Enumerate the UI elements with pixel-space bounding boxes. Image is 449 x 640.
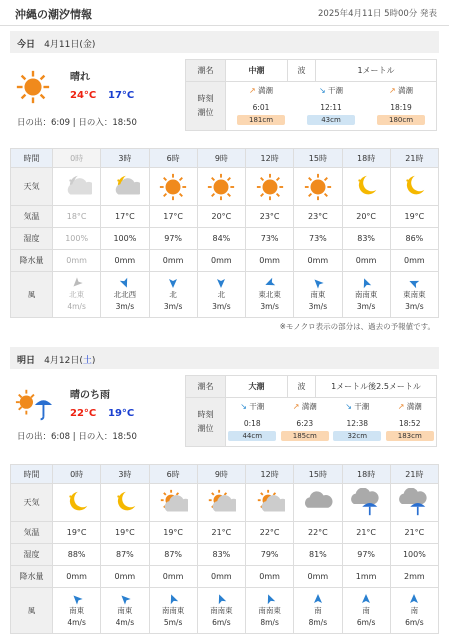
today-dow: 金	[82, 40, 92, 50]
rain-cell: 1mm	[342, 566, 390, 588]
wind-direction: 南	[314, 605, 322, 615]
page-header	[0, 0, 449, 26]
wind-cell	[342, 272, 390, 318]
wind-direction: 南南東	[258, 605, 281, 615]
row-label: 気温	[11, 206, 53, 228]
today-forecast-table	[10, 148, 439, 318]
wind-speed: 3m/s	[308, 301, 328, 311]
hour-cell: 15時	[294, 465, 342, 484]
wind-row	[11, 272, 439, 318]
wind-speed: 6m/s	[212, 617, 231, 627]
humidity-cell: 73%	[294, 228, 342, 250]
hour-cell: 3時	[101, 465, 149, 484]
hour-cell: 0時	[53, 149, 101, 168]
tide-level: 43cm	[307, 115, 355, 125]
tide-type: 満潮	[258, 86, 274, 95]
hour-cell: 6時	[149, 149, 197, 168]
wind-direction: 北	[217, 289, 226, 299]
rain-cell: 0mm	[294, 566, 342, 588]
weather-cell	[149, 484, 197, 522]
hour-cell: 6時	[149, 465, 197, 484]
tide-entry	[384, 398, 437, 446]
rain-cell: 0mm	[101, 250, 149, 272]
tomorrow-sun-times: 日の出：6:08 | 日の入：18:50	[17, 432, 137, 442]
wind-cell	[294, 588, 342, 634]
weather-cell	[53, 484, 101, 522]
wind-speed: 4m/s	[115, 617, 135, 627]
tomorrow-dow-open: (	[79, 356, 83, 366]
hour-cell: 12時	[246, 465, 294, 484]
tide-name-label: 潮名	[186, 60, 226, 82]
wind-cell	[149, 272, 197, 318]
wind-speed: 6m/s	[405, 617, 424, 627]
wind-arrow-icon	[309, 274, 326, 291]
humidity-row	[11, 544, 439, 566]
row-label: 降水量	[11, 250, 53, 272]
wind-speed: 3m/s	[260, 301, 279, 311]
wind-direction: 東南東	[403, 289, 426, 299]
time-label: 時刻	[197, 94, 214, 103]
wind-cell	[53, 588, 101, 634]
tomorrow-low-temp: 19°C	[108, 408, 135, 419]
wind-speed: 4m/s	[67, 617, 86, 627]
wind-direction: 東北東	[258, 289, 281, 299]
tide-time: 18:52	[398, 419, 421, 428]
tomorrow-sunrise: 日の出：6:08	[17, 432, 71, 442]
temp-cell: 23°C	[246, 206, 294, 228]
today-high-temp: 24°C	[70, 90, 97, 101]
time-label: 時刻	[197, 410, 214, 419]
weather-cell	[390, 484, 438, 522]
rain-cell: 0mm	[246, 566, 294, 588]
today-sunrise: 日の出：6:09	[17, 118, 71, 128]
tide-entry	[331, 398, 384, 446]
tide-level: 185cm	[281, 431, 329, 441]
tide-level: 181cm	[237, 115, 285, 125]
rain-cell: 2mm	[390, 566, 438, 588]
wind-direction: 南	[362, 605, 370, 615]
weather-cell	[53, 168, 101, 206]
wind-cell	[246, 588, 294, 634]
wind-speed: 3m/s	[356, 301, 376, 311]
humidity-cell: 86%	[390, 228, 438, 250]
wind-speed: 8m/s	[260, 617, 279, 627]
moon-cloud-icon	[62, 172, 92, 202]
wind-arrow-icon	[215, 277, 227, 289]
wind-direction: 南南東	[354, 289, 378, 299]
sun-icon	[206, 172, 236, 202]
tide-level: 183cm	[386, 431, 434, 441]
temp-cell: 19°C	[390, 206, 438, 228]
hour-cell: 9時	[197, 465, 245, 484]
tide-time: 12:11	[320, 103, 342, 112]
hour-cell: 21時	[390, 465, 438, 484]
hour-cell: 15時	[294, 149, 342, 168]
tide-level: 180cm	[377, 115, 425, 125]
wind-cell	[197, 588, 245, 634]
tomorrow-dow: 土	[82, 356, 92, 366]
wind-direction: 北	[169, 289, 177, 299]
rain-cell: 0mm	[390, 250, 438, 272]
temp-cell: 21°C	[342, 522, 390, 544]
wave-label: 波	[288, 376, 316, 398]
temp-row	[11, 522, 439, 544]
tide-time: 12:38	[346, 419, 369, 428]
wind-arrow-icon	[312, 593, 324, 605]
wind-speed: 3m/s	[115, 301, 135, 311]
humidity-cell: 100%	[390, 544, 438, 566]
wind-speed: 3m/s	[212, 301, 231, 311]
temp-cell: 17°C	[149, 206, 197, 228]
wind-arrow-icon	[358, 275, 374, 291]
moon-icon	[351, 172, 381, 202]
low-tide-arrow-icon: ↘	[318, 86, 326, 95]
humidity-cell: 73%	[246, 228, 294, 250]
wind-cell	[246, 272, 294, 318]
weather-cell	[342, 484, 390, 522]
sun-icon	[14, 68, 52, 106]
sun-then-rain-icon	[14, 386, 52, 424]
temp-cell: 19°C	[53, 522, 101, 544]
temp-cell: 19°C	[101, 522, 149, 544]
weather-cell	[294, 484, 342, 522]
wave-value: 1メートル後2.5メートル	[316, 376, 437, 398]
humidity-cell: 81%	[294, 544, 342, 566]
forecast-note: ※モノクロ表示の部分は、過去の予報値です。	[279, 322, 435, 331]
today-tide-table	[185, 59, 437, 131]
humidity-cell: 79%	[246, 544, 294, 566]
weather-cell	[342, 168, 390, 206]
temp-cell: 22°C	[294, 522, 342, 544]
sun-cloud-icon	[255, 488, 285, 518]
tide-level: 32cm	[333, 431, 381, 441]
moon-icon	[399, 172, 429, 202]
moon-icon	[110, 488, 140, 518]
wind-cell	[197, 272, 245, 318]
page-title: 沖縄の潮汐情報	[15, 8, 92, 21]
humidity-cell: 97%	[149, 228, 197, 250]
wind-arrow-icon	[116, 590, 133, 607]
row-label: 降水量	[11, 566, 53, 588]
row-label: 時間	[11, 465, 53, 484]
wind-direction: 南	[410, 605, 419, 615]
wind-arrow-icon	[68, 590, 85, 607]
hours-row	[11, 149, 439, 168]
wind-direction: 南南東	[210, 605, 233, 615]
sun-icon	[303, 172, 333, 202]
wind-arrow-icon	[165, 591, 181, 607]
weather-cell	[101, 484, 149, 522]
low-tide-arrow-icon: ↘	[345, 402, 352, 411]
wind-speed: 3m/s	[405, 301, 424, 311]
wind-arrow-icon	[214, 591, 230, 607]
wind-arrow-icon	[408, 593, 420, 605]
tomorrow-header	[10, 347, 439, 369]
tide-type: 満潮	[301, 402, 317, 411]
wind-row	[11, 588, 439, 634]
wind-direction: 北東	[69, 289, 85, 299]
cloud-umbrella-icon	[399, 488, 429, 518]
row-label: 湿度	[11, 544, 53, 566]
humidity-cell: 100%	[101, 228, 149, 250]
tide-type: 干潮	[354, 402, 370, 411]
tide-name: 中潮	[226, 60, 288, 82]
wind-cell	[390, 272, 438, 318]
weather-cell	[246, 484, 294, 522]
hour-cell: 12時	[246, 149, 294, 168]
rain-cell: 0mm	[342, 250, 390, 272]
weather-cell	[197, 168, 245, 206]
humidity-row	[11, 228, 439, 250]
high-tide-arrow-icon: ↗	[388, 86, 396, 95]
rain-cell: 0mm	[101, 566, 149, 588]
row-label: 湿度	[11, 228, 53, 250]
rain-row	[11, 566, 439, 588]
today-weather-text: 晴れ	[70, 72, 90, 83]
rain-cell: 0mm	[53, 250, 101, 272]
temp-cell: 21°C	[197, 522, 245, 544]
temp-cell: 19°C	[149, 522, 197, 544]
tide-type: 干潮	[328, 86, 344, 95]
sun-icon	[255, 172, 285, 202]
wind-direction: 南東	[69, 605, 85, 615]
wind-cell	[294, 272, 342, 318]
tide-time: 0:18	[243, 419, 261, 428]
tomorrow-high-temp: 22°C	[70, 408, 97, 419]
tide-time-label	[186, 82, 226, 131]
humidity-cell: 87%	[149, 544, 197, 566]
tide-type: 満潮	[406, 402, 422, 411]
row-label: 天気	[11, 168, 53, 206]
rain-cell: 0mm	[197, 566, 245, 588]
wind-arrow-icon	[262, 591, 278, 607]
weather-cell	[294, 168, 342, 206]
temp-cell: 20°C	[342, 206, 390, 228]
hour-cell: 9時	[197, 149, 245, 168]
tide-entry	[366, 82, 436, 130]
wave-value: 1メートル	[316, 60, 437, 82]
tide-entry	[226, 398, 279, 446]
rain-cell: 0mm	[149, 566, 197, 588]
sun-icon	[158, 172, 188, 202]
tide-entries	[226, 82, 437, 131]
temp-row	[11, 206, 439, 228]
rain-cell: 0mm	[246, 250, 294, 272]
weather-cell	[246, 168, 294, 206]
rain-cell: 0mm	[197, 250, 245, 272]
humidity-cell: 100%	[53, 228, 101, 250]
rain-cell: 0mm	[149, 250, 197, 272]
humidity-cell: 87%	[101, 544, 149, 566]
wind-cell	[149, 588, 197, 634]
level-label: 潮位	[197, 424, 214, 433]
weather-row	[11, 168, 439, 206]
wind-cell	[342, 588, 390, 634]
wind-direction: 南東	[310, 289, 326, 299]
cloud-umbrella-icon	[351, 488, 381, 518]
tide-name: 大潮	[226, 376, 288, 398]
row-label: 天気	[11, 484, 53, 522]
tide-entry	[226, 82, 296, 130]
wind-speed: 4m/s	[67, 301, 86, 311]
today-dow-open: (	[79, 40, 83, 50]
humidity-cell: 83%	[197, 544, 245, 566]
hour-cell: 18時	[342, 465, 390, 484]
wind-speed: 3m/s	[163, 301, 183, 311]
moon-icon	[62, 488, 92, 518]
level-label: 潮位	[197, 108, 214, 117]
tide-entries	[226, 398, 437, 447]
weather-cell	[149, 168, 197, 206]
hour-cell: 18時	[342, 149, 390, 168]
wind-arrow-icon	[407, 275, 423, 291]
row-label: 風	[11, 272, 53, 318]
row-label: 風	[11, 588, 53, 634]
weather-cell	[197, 484, 245, 522]
high-tide-arrow-icon: ↗	[292, 402, 300, 411]
wind-arrow-icon	[262, 275, 278, 291]
tide-level: 44cm	[228, 431, 276, 441]
tide-type: 干潮	[249, 402, 265, 411]
tomorrow-label: 明日	[17, 356, 36, 366]
tomorrow-sunset: 日の入：18:50	[78, 432, 137, 442]
wind-speed: 8m/s	[308, 617, 328, 627]
cloud-icon	[303, 488, 333, 518]
wind-arrow-icon	[167, 277, 179, 289]
temp-cell: 22°C	[246, 522, 294, 544]
published-time: 2025年4月11日 5時00分 発表	[318, 9, 437, 19]
wind-arrow-icon	[360, 593, 372, 605]
tide-name-label: 潮名	[186, 376, 226, 398]
hour-cell: 0時	[53, 465, 101, 484]
row-label: 時間	[11, 149, 53, 168]
low-tide-arrow-icon: ↘	[240, 402, 247, 411]
wind-direction: 北北西	[113, 289, 137, 299]
hours-row	[11, 465, 439, 484]
tide-time: 6:23	[296, 419, 314, 428]
tide-entry	[296, 82, 366, 130]
wind-cell	[53, 272, 101, 318]
temp-cell: 18°C	[53, 206, 101, 228]
today-sun-times: 日の出：6:09 | 日の入：18:50	[17, 118, 137, 128]
tide-time-label	[186, 398, 226, 447]
sun-cloud-icon	[158, 488, 188, 518]
sun-cloud-icon	[206, 488, 236, 518]
moon-cloud-icon	[110, 172, 140, 202]
wind-cell	[390, 588, 438, 634]
wind-cell	[101, 272, 149, 318]
weather-cell	[101, 168, 149, 206]
tomorrow-date: 4月12日	[44, 356, 80, 366]
tide-entry	[279, 398, 332, 446]
rain-cell: 0mm	[294, 250, 342, 272]
wind-direction: 南東	[117, 605, 133, 615]
today-header	[10, 31, 439, 53]
wind-speed: 5m/s	[163, 617, 183, 627]
temp-cell: 23°C	[294, 206, 342, 228]
wave-label: 波	[288, 60, 316, 82]
tide-type: 満潮	[398, 86, 414, 95]
wind-cell	[101, 588, 149, 634]
rain-cell: 0mm	[53, 566, 101, 588]
temp-cell: 17°C	[101, 206, 149, 228]
today-low-temp: 17°C	[108, 90, 135, 101]
temp-cell: 20°C	[197, 206, 245, 228]
high-tide-arrow-icon: ↗	[248, 86, 256, 95]
tide-time: 18:19	[390, 103, 412, 112]
tide-time: 6:01	[252, 103, 270, 112]
tomorrow-forecast-table	[10, 464, 439, 634]
humidity-cell: 97%	[342, 544, 390, 566]
today-dow-close: )	[91, 40, 96, 50]
tomorrow-dow-close: )	[91, 356, 96, 366]
tomorrow-weather-text: 晴のち雨	[70, 390, 110, 401]
row-label: 気温	[11, 522, 53, 544]
humidity-cell: 83%	[342, 228, 390, 250]
weather-cell	[390, 168, 438, 206]
today-date: 4月11日	[44, 40, 80, 50]
rain-row	[11, 250, 439, 272]
temp-cell: 21°C	[390, 522, 438, 544]
today-label: 今日	[17, 40, 36, 50]
high-tide-arrow-icon: ↗	[397, 402, 405, 411]
wind-arrow-icon	[68, 274, 85, 291]
wind-direction: 南南東	[161, 605, 185, 615]
hour-cell: 21時	[390, 149, 438, 168]
hour-cell: 3時	[101, 149, 149, 168]
wind-speed: 6m/s	[356, 617, 376, 627]
wind-arrow-icon	[117, 275, 133, 291]
tomorrow-tide-table	[185, 375, 437, 447]
today-sunset: 日の入：18:50	[78, 118, 137, 128]
humidity-cell: 84%	[197, 228, 245, 250]
weather-row	[11, 484, 439, 522]
humidity-cell: 88%	[53, 544, 101, 566]
